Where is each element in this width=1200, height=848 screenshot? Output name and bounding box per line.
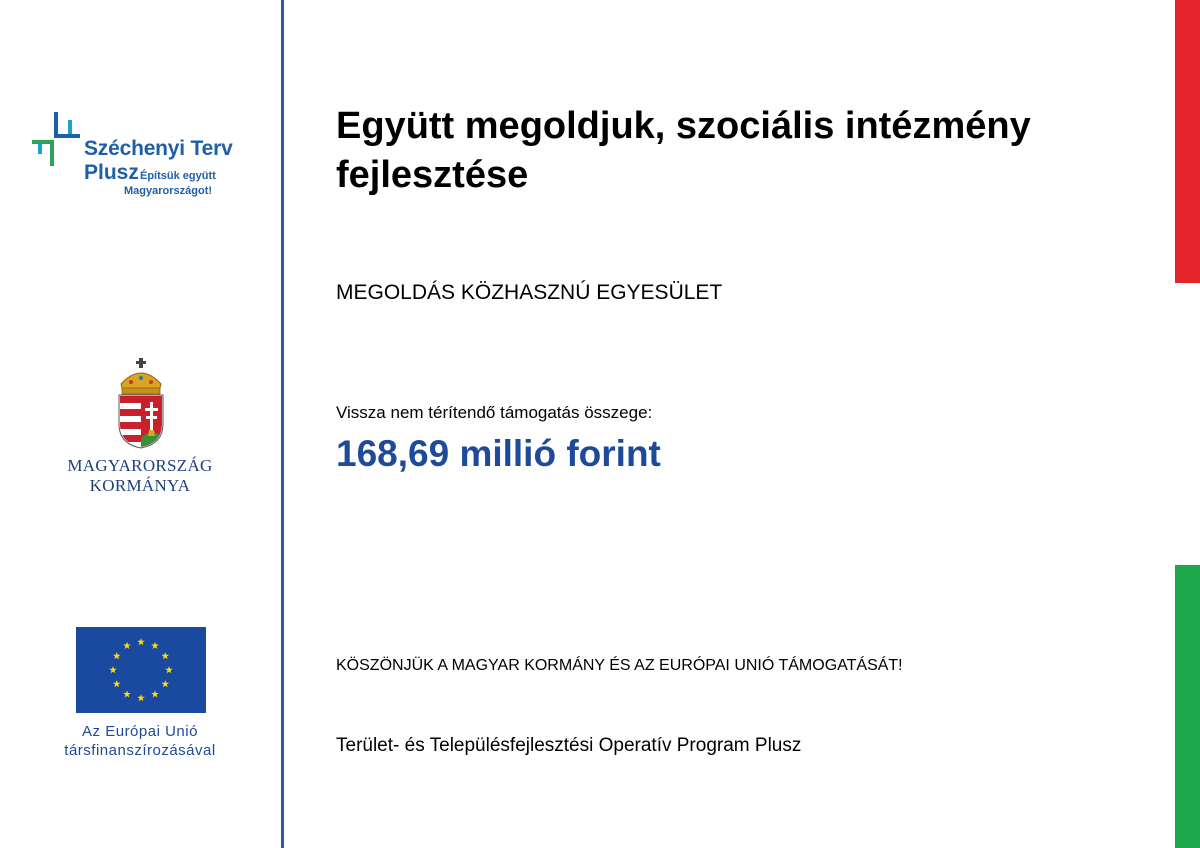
eu-line-1: Az Európai Unió [82, 723, 198, 740]
szechenyi-logo [32, 112, 262, 207]
thanks-text: KÖSZÖNJÜK A MAGYAR KORMÁNY ÉS AZ EURÓPAI UNIÓ TÁMOGATÁSÁT! [336, 657, 903, 674]
government-logo-text [40, 456, 240, 496]
program-name: Terület- és Településfejlesztési Operatív Program Plusz [336, 735, 802, 756]
support-amount: 168,69 millió forint [336, 433, 661, 474]
szechenyi-plusz: Plusz [84, 161, 139, 184]
government-line-1: MAGYARORSZÁG [67, 456, 213, 475]
beneficiary-name: MEGOLDÁS KÖZHASZNÚ EGYESÜLET [336, 281, 723, 304]
szechenyi-tagline-1: Építsük együtt [140, 170, 216, 182]
flag-stripe-green [1175, 565, 1200, 848]
eu-line-2: társfinanszírozásával [64, 742, 216, 759]
support-label: Vissza nem térítendő támogatás összege: [336, 403, 653, 422]
szechenyi-cross-icon [32, 112, 82, 168]
flag-stripe-red [1175, 0, 1200, 283]
szechenyi-tagline-2: Magyarországot! [124, 185, 213, 197]
eu-flag-icon [76, 627, 206, 713]
szechenyi-title: Széchenyi Terv [84, 137, 233, 160]
coat-of-arms-icon [113, 358, 169, 450]
eu-logo-text [40, 722, 240, 760]
government-line-2: KORMÁNYA [89, 476, 191, 495]
vertical-divider [281, 0, 284, 848]
project-title: Együtt megoldjuk, szociális intézmény fejlesztése [336, 105, 1031, 196]
